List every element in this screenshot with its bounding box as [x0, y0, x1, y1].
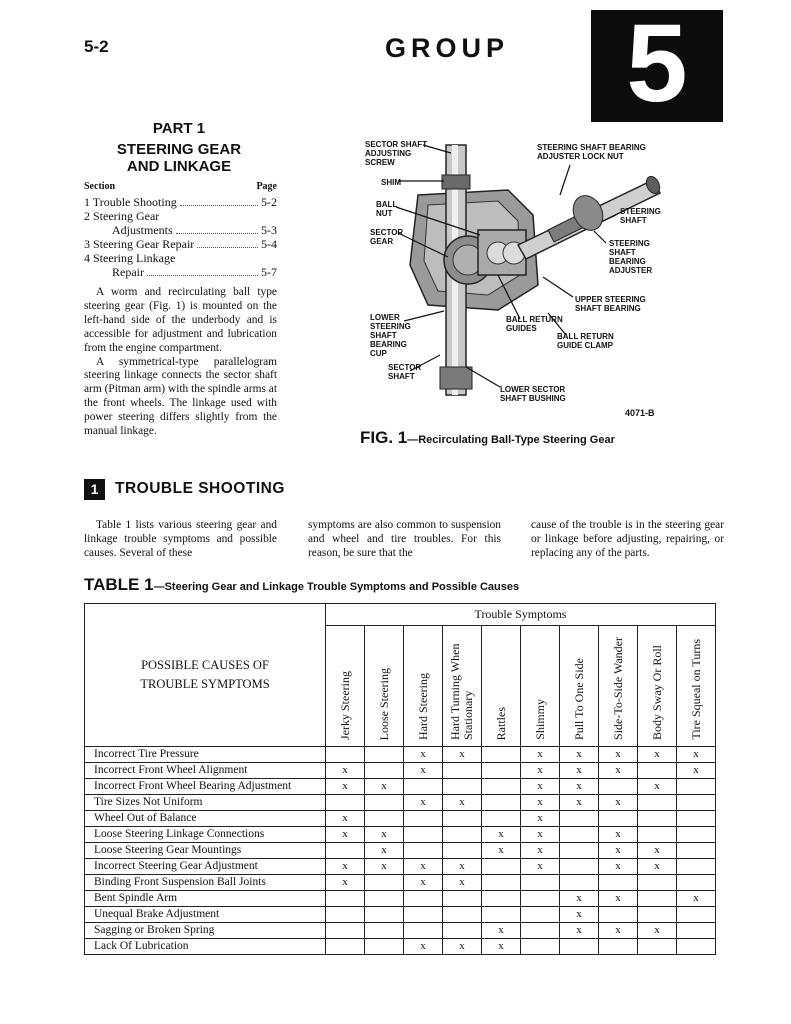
callout-sector-shaft-adjusting-screw: SECTOR SHAFT ADJUSTING SCREW [365, 140, 428, 167]
toc-entry-page: 5-7 [261, 265, 277, 279]
symptom-mark-cell [599, 779, 638, 795]
symptom-mark-cell: x [560, 891, 599, 907]
symptom-mark-cell [521, 923, 560, 939]
symptom-label: Loose Steering [376, 667, 391, 740]
symptom-mark-cell [365, 891, 404, 907]
section-title: TROUBLE SHOOTING [115, 480, 285, 497]
symptom-mark-cell: x [638, 843, 677, 859]
symptom-mark-cell: x [443, 875, 482, 891]
intro-paragraph-1: A worm and recirculating ball type steering gear (Fig. 1) is mounted on the left-hand side of the underbody and is accessible for adjustment and lubrication from the engine compartment. [84, 286, 277, 354]
symptom-mark-cell [677, 843, 716, 859]
symptom-mark-cell [638, 795, 677, 811]
symptom-mark-cell [482, 859, 521, 875]
symptom-mark-cell: x [404, 747, 443, 763]
cause-cell: Unequal Brake Adjustment [85, 907, 326, 923]
symptom-mark-cell [677, 859, 716, 875]
callout-shim: SHIM [381, 178, 401, 187]
symptom-mark-cell [365, 939, 404, 955]
table-row [85, 827, 716, 843]
symptom-mark-cell: x [599, 795, 638, 811]
causes-column-header [85, 604, 326, 747]
symptom-mark-cell: x [404, 859, 443, 875]
symptom-mark-cell: x [560, 923, 599, 939]
symptom-mark-cell: x [560, 907, 599, 923]
symptom-mark-cell [521, 939, 560, 955]
symptom-mark-cell [482, 795, 521, 811]
symptom-mark-cell [326, 795, 365, 811]
symptom-mark-cell: x [326, 827, 365, 843]
symptom-mark-cell [599, 939, 638, 955]
symptom-mark-cell [365, 875, 404, 891]
symptom-mark-cell [560, 875, 599, 891]
cause-cell: Bent Spindle Arm [85, 891, 326, 907]
cause-cell: Wheel Out of Balance [85, 811, 326, 827]
symptom-label: Pull To One Side [571, 658, 586, 740]
symptom-label: Side-To-Side Wander [610, 637, 625, 740]
symptom-mark-cell [326, 891, 365, 907]
symptom-mark-cell: x [326, 779, 365, 795]
symptom-label: Shimmy [532, 699, 547, 740]
symptom-mark-cell: x [677, 763, 716, 779]
symptom-mark-cell [365, 923, 404, 939]
symptom-mark-cell [404, 891, 443, 907]
symptom-label: Jerky Steering [337, 671, 352, 740]
symptom-mark-cell [638, 811, 677, 827]
toc-entry [84, 209, 277, 223]
table-caption-text: —Steering Gear and Linkage Trouble Symptoms and Possible Causes [153, 581, 520, 593]
symptom-mark-cell: x [521, 827, 560, 843]
symptom-mark-cell: x [560, 763, 599, 779]
toc-entry-title: 1 Trouble Shooting [84, 195, 177, 209]
table-row [85, 763, 716, 779]
symptom-mark-cell: x [404, 795, 443, 811]
symptom-mark-cell [404, 827, 443, 843]
symptom-mark-cell [404, 907, 443, 923]
toc-entry-title-cont: Adjustments [112, 223, 173, 237]
table-row [85, 939, 716, 955]
symptom-mark-cell [404, 923, 443, 939]
toc-entry-title: 3 Steering Gear Repair [84, 237, 195, 251]
symptom-mark-cell [365, 811, 404, 827]
page-number: 5-2 [84, 37, 109, 56]
symptom-mark-cell [599, 811, 638, 827]
table-row [85, 891, 716, 907]
symptom-mark-cell: x [326, 763, 365, 779]
symptom-label: Tire Squeal on Turns [688, 639, 703, 740]
symptom-mark-cell [599, 907, 638, 923]
cause-cell: Incorrect Tire Pressure [85, 747, 326, 763]
symptom-mark-cell [638, 827, 677, 843]
toc-entry [84, 195, 277, 209]
symptom-mark-cell: x [365, 859, 404, 875]
part-title-line3: AND LINKAGE [126, 158, 232, 175]
symptom-mark-cell [677, 811, 716, 827]
symptom-mark-cell [677, 907, 716, 923]
group-number: 5 [626, 2, 688, 125]
figure-caption-text: —Recirculating Ball-Type Steering Gear [407, 434, 615, 446]
causes-header-line1: POSSIBLE CAUSES OF [141, 658, 269, 672]
callout-lower-sector-shaft-bushing: LOWER SECTOR SHAFT BUSHING [500, 385, 566, 403]
symptom-mark-cell [638, 939, 677, 955]
callout-steering-shaft: STEERING SHAFT [620, 207, 661, 225]
toc-page-label: Page [256, 181, 277, 192]
symptom-mark-cell: x [677, 891, 716, 907]
symptom-mark-cell: x [521, 779, 560, 795]
figure-caption [360, 428, 615, 448]
toc-entry-title: 4 Steering Linkage [84, 251, 176, 265]
symptom-label: Rattles [493, 706, 508, 740]
symptom-mark-cell: x [560, 795, 599, 811]
table-row [85, 747, 716, 763]
symptom-mark-cell [677, 827, 716, 843]
callout-sector-shaft: SECTOR SHAFT [388, 363, 422, 381]
symptom-mark-cell [560, 843, 599, 859]
symptom-mark-cell [404, 811, 443, 827]
part-title-line1: PART 1 [152, 120, 206, 137]
cause-cell: Tire Sizes Not Uniform [85, 795, 326, 811]
symptom-mark-cell: x [365, 827, 404, 843]
symptom-mark-cell [482, 747, 521, 763]
toc-entry [84, 251, 277, 265]
callout-ball-return-guides: BALL RETURN GUIDES [506, 315, 563, 333]
symptom-mark-cell [404, 843, 443, 859]
toc-entry-title: 2 Steering Gear [84, 209, 160, 223]
toc-section-label: Section [84, 181, 116, 192]
symptom-mark-cell [677, 939, 716, 955]
symptom-mark-cell [443, 763, 482, 779]
symptom-mark-cell: x [443, 747, 482, 763]
toc-entry-page: 5-3 [261, 223, 277, 237]
callout-ball-return-guide-clamp: BALL RETURN GUIDE CLAMP [557, 332, 614, 350]
table-row [85, 907, 716, 923]
callout-upper-steering-shaft-bearing: UPPER STEERING SHAFT BEARING [575, 295, 646, 313]
body-column-1: Table 1 lists various steering gear and linkage trouble symptoms and possible causes. Several of these [84, 519, 277, 559]
symptom-mark-cell [560, 827, 599, 843]
symptom-mark-cell [482, 891, 521, 907]
callout-ball-nut: BALL NUT [376, 200, 398, 218]
table-row [85, 843, 716, 859]
symptom-column-header [482, 626, 521, 747]
symptom-mark-cell: x [560, 747, 599, 763]
symptom-mark-cell [443, 779, 482, 795]
table-body [85, 747, 716, 955]
trouble-symptoms-table [84, 603, 716, 955]
toc-entry-continued [84, 223, 277, 237]
symptom-mark-cell [326, 843, 365, 859]
symptom-mark-cell: x [443, 795, 482, 811]
symptom-mark-cell: x [443, 939, 482, 955]
section-contents [84, 180, 277, 279]
symptom-mark-cell: x [443, 859, 482, 875]
symptom-mark-cell [638, 763, 677, 779]
symptom-mark-cell [677, 923, 716, 939]
symptom-column-header [560, 626, 599, 747]
symptom-column-header [677, 626, 716, 747]
symptom-mark-cell: x [638, 779, 677, 795]
symptom-mark-cell [326, 747, 365, 763]
symptom-mark-cell [560, 859, 599, 875]
cause-cell: Incorrect Front Wheel Bearing Adjustment [85, 779, 326, 795]
symptom-mark-cell: x [326, 859, 365, 875]
group-number-badge [591, 2, 723, 125]
symptom-column-header [599, 626, 638, 747]
symptom-mark-cell [365, 795, 404, 811]
symptom-mark-cell: x [482, 939, 521, 955]
symptom-mark-cell: x [521, 843, 560, 859]
symptom-label: Hard Steering [415, 673, 430, 740]
symptom-mark-cell: x [599, 843, 638, 859]
symptom-mark-cell [521, 891, 560, 907]
symptom-mark-cell: x [638, 859, 677, 875]
symptom-mark-cell: x [521, 763, 560, 779]
symptom-mark-cell [365, 907, 404, 923]
cause-cell: Lack Of Lubrication [85, 939, 326, 955]
symptoms-group-header: Trouble Symptoms [326, 604, 716, 626]
group-heading: GROUP [385, 33, 510, 63]
body-column-3: cause of the trouble is in the steering gear or linkage before adjusting, repairing, or replacing any of the parts. [531, 519, 724, 559]
symptom-label: Hard Turning When Stationary [447, 643, 475, 740]
symptom-column-header [404, 626, 443, 747]
symptom-mark-cell [560, 939, 599, 955]
symptom-mark-cell [326, 923, 365, 939]
intro-text [84, 286, 277, 439]
part-title-line2: STEERING GEAR [116, 140, 242, 158]
callout-sector-gear: SECTOR GEAR [370, 228, 404, 246]
symptom-mark-cell [482, 811, 521, 827]
symptom-column-header [326, 626, 365, 747]
cause-cell: Binding Front Suspension Ball Joints [85, 875, 326, 891]
callout-bearing-adjuster-lock-nut: STEERING SHAFT BEARING ADJUSTER LOCK NUT [537, 143, 646, 161]
symptom-mark-cell: x [521, 859, 560, 875]
table-header [85, 604, 716, 747]
symptom-mark-cell: x [599, 859, 638, 875]
symptom-mark-cell: x [677, 747, 716, 763]
symptom-mark-cell [677, 779, 716, 795]
symptom-mark-cell [482, 875, 521, 891]
symptom-mark-cell [443, 923, 482, 939]
symptom-mark-cell: x [482, 843, 521, 859]
symptom-mark-cell [677, 875, 716, 891]
symptom-mark-cell: x [521, 811, 560, 827]
toc-entry-page: 5-2 [261, 195, 277, 209]
table-caption [84, 575, 519, 595]
symptom-mark-cell [404, 779, 443, 795]
symptom-mark-cell: x [521, 795, 560, 811]
symptom-mark-cell [326, 907, 365, 923]
symptom-mark-cell: x [482, 923, 521, 939]
table-row [85, 859, 716, 875]
symptom-mark-cell [521, 875, 560, 891]
symptom-mark-cell [365, 747, 404, 763]
intro-paragraph-2: A symmetrical-type parallelogram steering linkage connects the sector shaft arm (Pitman arm) with the spindle arms at the front wheels. The linkage used with power steering differs slightly from the manual linkage. [84, 355, 277, 438]
symptom-mark-cell [482, 779, 521, 795]
symptom-mark-cell: x [365, 843, 404, 859]
callout-lower-steering-shaft-bearing-cup: LOWER STEERING SHAFT BEARING CUP [370, 313, 411, 358]
toc-entry-title-cont: Repair [112, 265, 144, 279]
toc-entry-page: 5-4 [261, 237, 277, 251]
section-number-badge: 1 [84, 479, 105, 500]
symptom-column-header [638, 626, 677, 747]
symptom-mark-cell: x [638, 747, 677, 763]
symptom-mark-cell [638, 907, 677, 923]
symptom-mark-cell: x [404, 875, 443, 891]
symptom-mark-cell [326, 939, 365, 955]
symptom-mark-cell: x [560, 779, 599, 795]
table-row [85, 795, 716, 811]
symptom-mark-cell [638, 875, 677, 891]
table-row [85, 875, 716, 891]
body-column-2: symptoms are also common to suspension and wheel and tire troubles. For this reason, be sure that the [308, 519, 501, 559]
symptom-mark-cell: x [638, 923, 677, 939]
symptom-mark-cell: x [404, 763, 443, 779]
symptom-mark-cell [443, 811, 482, 827]
toc-entry [84, 237, 277, 251]
cause-cell: Incorrect Steering Gear Adjustment [85, 859, 326, 875]
symptom-mark-cell: x [326, 811, 365, 827]
callout-steering-shaft-bearing-adjuster: STEERING SHAFT BEARING ADJUSTER [609, 239, 653, 275]
symptom-mark-cell: x [365, 779, 404, 795]
symptom-label: Body Sway Or Roll [649, 644, 664, 740]
symptom-mark-cell: x [521, 747, 560, 763]
symptom-mark-cell: x [599, 891, 638, 907]
table-row [85, 779, 716, 795]
symptom-mark-cell [599, 875, 638, 891]
figure-caption-label: FIG. 1 [360, 428, 408, 447]
toc-header [84, 180, 277, 194]
symptom-mark-cell [443, 907, 482, 923]
symptom-mark-cell [443, 843, 482, 859]
table-row [85, 811, 716, 827]
symptom-mark-cell [560, 811, 599, 827]
steering-gear-figure [348, 135, 678, 435]
symptom-mark-cell [638, 891, 677, 907]
symptom-mark-cell: x [599, 827, 638, 843]
part-title [84, 120, 274, 176]
symptom-mark-cell [677, 795, 716, 811]
causes-header-line2: TROUBLE SYMPTOMS [140, 677, 270, 691]
symptom-mark-cell: x [599, 923, 638, 939]
symptom-column-header [443, 626, 482, 747]
symptom-column-header [521, 626, 560, 747]
table-row [85, 923, 716, 939]
symptom-mark-cell [482, 763, 521, 779]
cause-cell: Loose Steering Linkage Connections [85, 827, 326, 843]
figure-code: 4071-B [625, 408, 655, 418]
symptom-column-header [365, 626, 404, 747]
toc-entry-continued [84, 265, 277, 279]
symptom-mark-cell [365, 763, 404, 779]
symptom-mark-cell: x [599, 763, 638, 779]
symptom-mark-cell: x [599, 747, 638, 763]
symptom-mark-cell: x [326, 875, 365, 891]
symptom-mark-cell [521, 907, 560, 923]
cause-cell: Loose Steering Gear Mountings [85, 843, 326, 859]
symptom-mark-cell [443, 891, 482, 907]
cause-cell: Incorrect Front Wheel Alignment [85, 763, 326, 779]
table-caption-label: TABLE 1 [84, 575, 154, 594]
symptom-mark-cell [443, 827, 482, 843]
cause-cell: Sagging or Broken Spring [85, 923, 326, 939]
symptom-mark-cell: x [404, 939, 443, 955]
symptom-mark-cell: x [482, 827, 521, 843]
symptom-mark-cell [482, 907, 521, 923]
